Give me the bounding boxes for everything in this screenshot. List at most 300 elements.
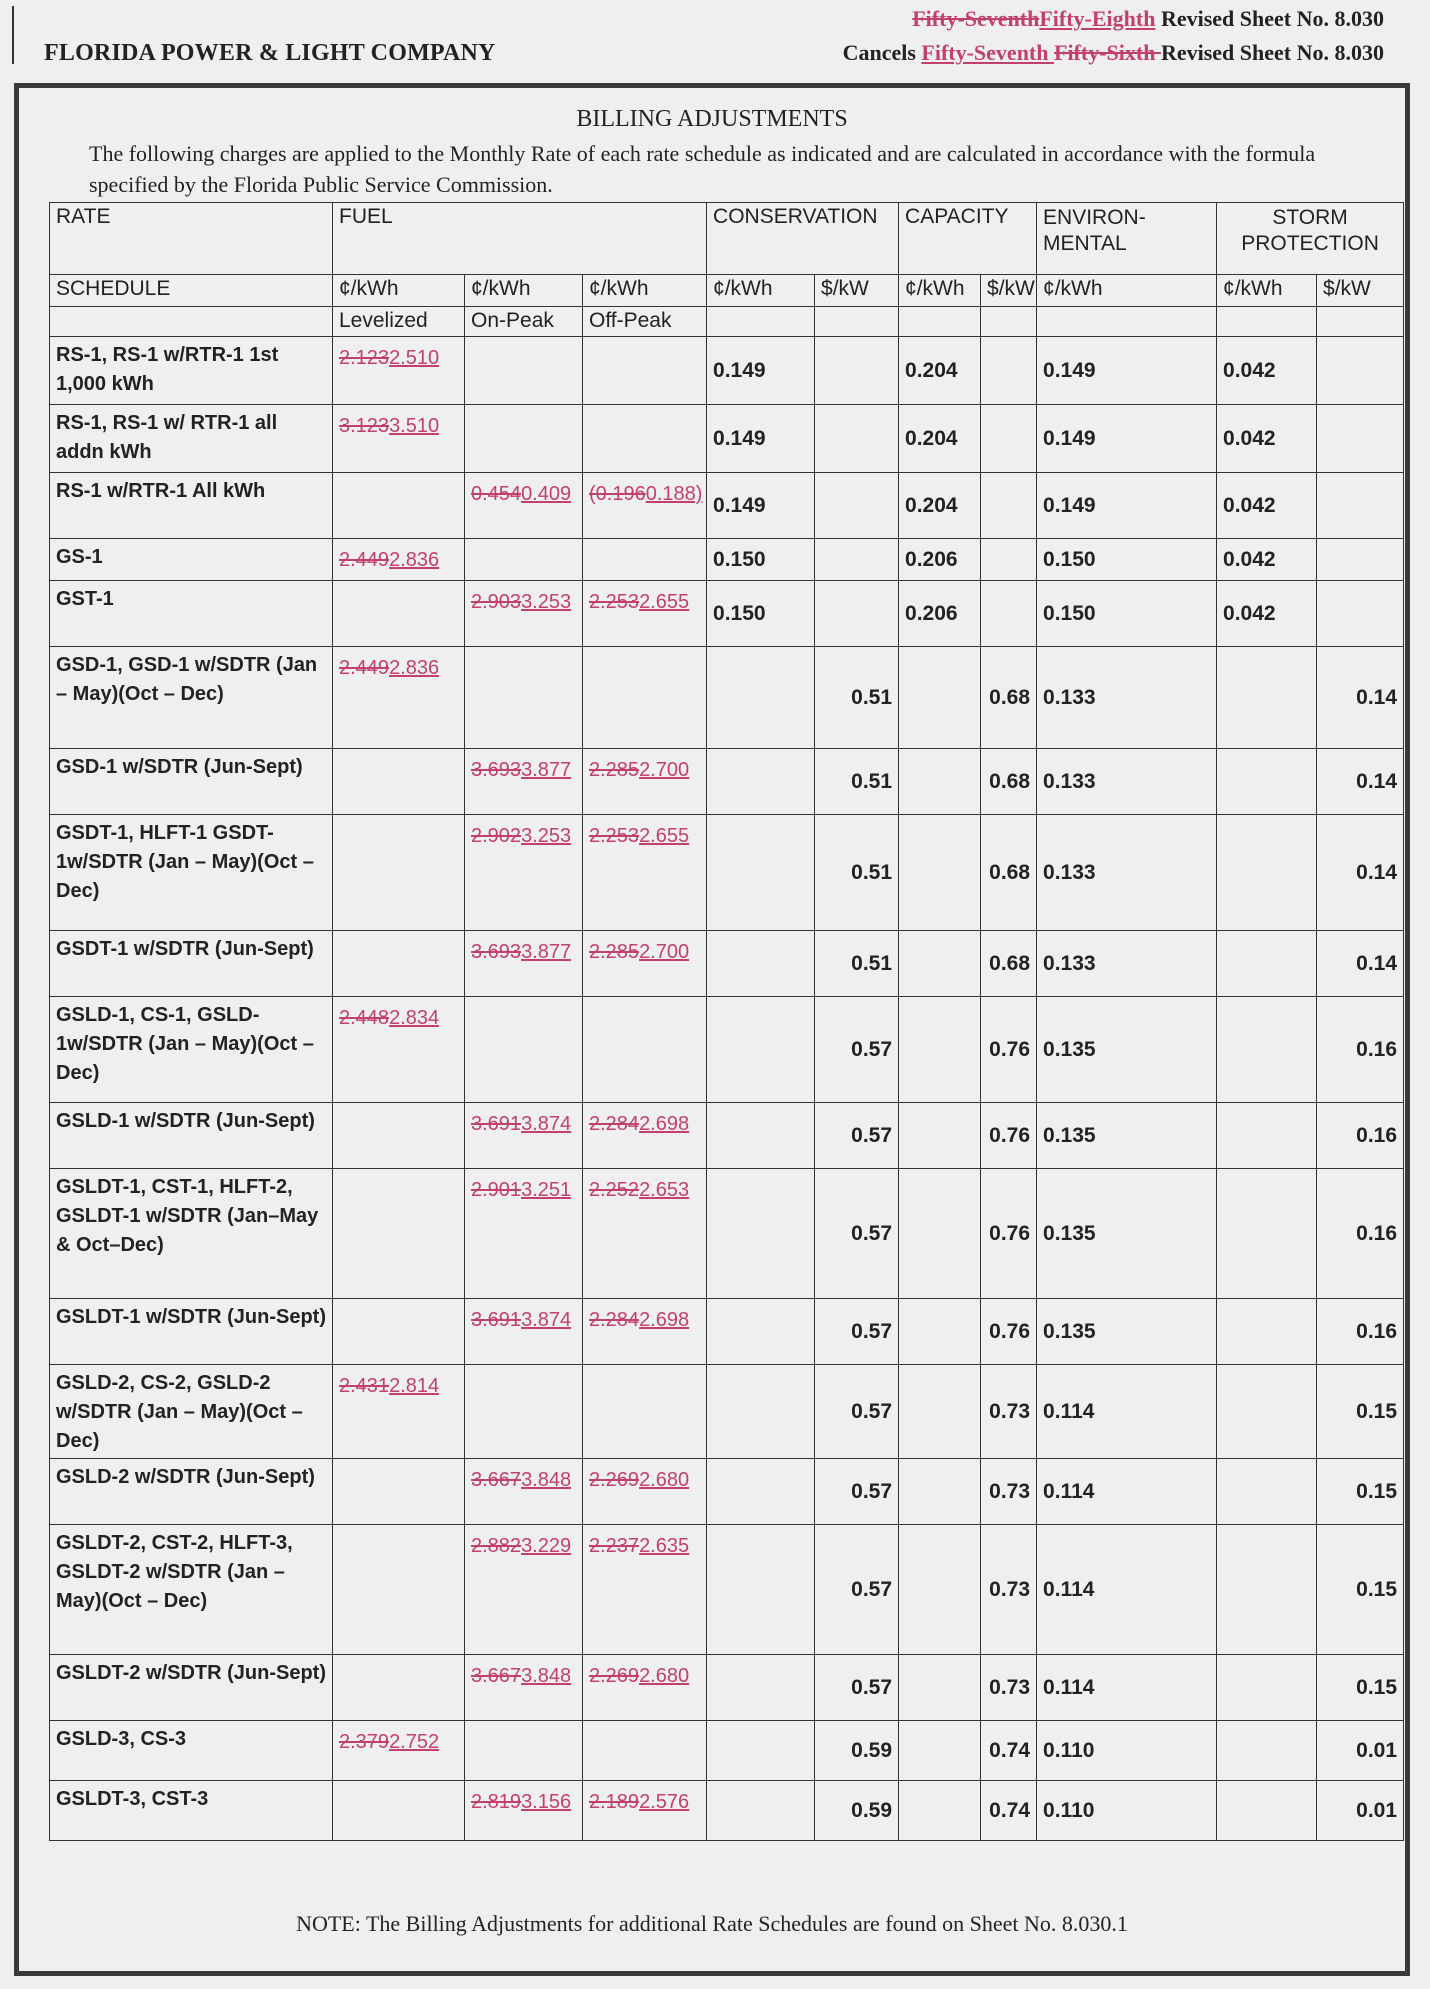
capacity-kwh-cell: 0.206 [899, 539, 981, 581]
fuel-onpeak-cell [465, 337, 583, 405]
conservation-kwh-cell [707, 997, 815, 1103]
label-offpeak: Off-Peak [583, 307, 707, 337]
fuel-onpeak-cell [465, 1525, 583, 1655]
old-rate: 2.449 [339, 549, 390, 571]
capacity-kwh-cell: 0.204 [899, 337, 981, 405]
fuel-levelized-cell [333, 815, 465, 931]
capacity-kw-cell: 0.68 [981, 647, 1037, 749]
fuel-onpeak-cell [465, 1781, 583, 1841]
storm-kwh-cell [1217, 749, 1317, 815]
fuel-offpeak-cell [583, 1169, 707, 1299]
old-rate: 2.269 [589, 1469, 640, 1491]
conservation-kwh-cell [707, 1781, 815, 1841]
old-rate: 3.691 [471, 1113, 522, 1135]
environmental-cell: 0.135 [1037, 1299, 1217, 1365]
company-name: FLORIDA POWER & LIGHT COMPANY [44, 40, 496, 66]
old-rate: 3.693 [471, 759, 522, 781]
conservation-kw-cell: 0.51 [815, 815, 899, 931]
storm-kw-cell [1317, 539, 1404, 581]
fuel-offpeak-cell [583, 405, 707, 473]
new-rate: 2.814 [389, 1375, 440, 1397]
fuel-levelized-cell [333, 749, 465, 815]
table-row [50, 647, 1404, 749]
deleted-revision: Fifty-Seventh [912, 6, 1040, 31]
rate-schedule-cell: GSLD-2, CS-2, GSLD-2 w/SDTR (Jan – May)(Oct – Dec) [50, 1365, 333, 1459]
fuel-onpeak-cell [465, 1169, 583, 1299]
storm-kwh-cell [1217, 1721, 1317, 1781]
capacity-kwh-cell [899, 815, 981, 931]
storm-kw-cell [1317, 405, 1404, 473]
footer-note: NOTE: The Billing Adjustments for additional Rate Schedules are found on Sheet No. 8.030.1 [296, 1911, 1128, 1936]
conservation-kw-cell: 0.51 [815, 931, 899, 997]
unit-fuel-levelized: ¢/kWh [333, 275, 465, 307]
storm-kw-cell: 0.16 [1317, 997, 1404, 1103]
new-rate: 2.576 [639, 1791, 690, 1813]
storm-kwh-cell [1217, 1459, 1317, 1525]
fuel-offpeak-cell [583, 647, 707, 749]
rate-schedule-cell: GSLD-2 w/SDTR (Jun-Sept) [50, 1459, 333, 1525]
capacity-kw-cell [981, 337, 1037, 405]
new-rate: 3.510 [389, 415, 440, 437]
fuel-onpeak-cell [465, 997, 583, 1103]
capacity-kw-cell: 0.73 [981, 1365, 1037, 1459]
storm-kwh-cell: 0.042 [1217, 405, 1317, 473]
old-rate: 2.431 [339, 1375, 390, 1397]
table-row [50, 1169, 1404, 1299]
new-rate: 3.251 [521, 1179, 572, 1201]
table-row [50, 1299, 1404, 1365]
capacity-kwh-cell [899, 647, 981, 749]
conservation-kw-cell: 0.57 [815, 997, 899, 1103]
fuel-onpeak-cell [465, 473, 583, 539]
conservation-kwh-cell [707, 1655, 815, 1721]
old-rate: 2.901 [471, 1179, 522, 1201]
fuel-offpeak-cell [583, 1721, 707, 1781]
conservation-kwh-cell: 0.149 [707, 337, 815, 405]
header-environmental: ENVIRON-MENTAL [1037, 203, 1217, 275]
capacity-kwh-cell: 0.204 [899, 473, 981, 539]
conservation-kw-cell: 0.57 [815, 1299, 899, 1365]
storm-kw-cell: 0.14 [1317, 815, 1404, 931]
old-rate: 2.882 [471, 1535, 522, 1557]
rate-schedule-cell: GSLDT-1, CST-1, HLFT-2, GSLDT-1 w/SDTR (Jan–May & Oct–Dec) [50, 1169, 333, 1299]
new-rate: 2.655 [639, 591, 690, 613]
unit-cap-kw: $/kW [981, 275, 1037, 307]
storm-kwh-cell [1217, 1299, 1317, 1365]
storm-kwh-cell [1217, 647, 1317, 749]
conservation-kwh-cell [707, 749, 815, 815]
fuel-offpeak-cell [583, 581, 707, 647]
capacity-kwh-cell [899, 1365, 981, 1459]
fuel-onpeak-cell [465, 749, 583, 815]
capacity-kw-cell: 0.73 [981, 1459, 1037, 1525]
conservation-kw-cell [815, 581, 899, 647]
capacity-kwh-cell [899, 997, 981, 1103]
environmental-cell: 0.135 [1037, 997, 1217, 1103]
table-row [50, 815, 1404, 931]
new-rate: 0.409 [521, 483, 572, 505]
conservation-kw-cell: 0.59 [815, 1721, 899, 1781]
storm-kw-cell: 0.15 [1317, 1459, 1404, 1525]
header-conservation: CONSERVATION [707, 203, 899, 275]
fuel-levelized-cell [333, 1781, 465, 1841]
rate-schedule-cell: RS-1 w/RTR-1 All kWh [50, 473, 333, 539]
fuel-onpeak-cell [465, 581, 583, 647]
old-rate: 2.123 [339, 347, 390, 369]
old-rate: 2.284 [589, 1309, 640, 1331]
old-rate: 0.454 [471, 483, 522, 505]
capacity-kw-cell: 0.68 [981, 815, 1037, 931]
margin-bar [12, 6, 14, 64]
capacity-kw-cell: 0.73 [981, 1655, 1037, 1721]
new-rate: 3.874 [521, 1113, 572, 1135]
environmental-cell: 0.133 [1037, 931, 1217, 997]
capacity-kwh-cell [899, 1781, 981, 1841]
old-rate: 3.667 [471, 1665, 522, 1687]
rate-schedule-cell: GSLDT-2 w/SDTR (Jun-Sept) [50, 1655, 333, 1721]
conservation-kwh-cell [707, 1299, 815, 1365]
storm-kwh-cell [1217, 815, 1317, 931]
conservation-kwh-cell [707, 1459, 815, 1525]
fuel-onpeak-cell [465, 1459, 583, 1525]
new-rate: 2.700 [639, 941, 690, 963]
unit-env-kwh: ¢/kWh [1037, 275, 1217, 307]
environmental-cell: 0.110 [1037, 1721, 1217, 1781]
conservation-kw-cell: 0.59 [815, 1781, 899, 1841]
capacity-kw-cell: 0.76 [981, 1169, 1037, 1299]
new-rate: 2.653 [639, 1179, 690, 1201]
unit-cons-kw: $/kW [815, 275, 899, 307]
unit-fuel-onpeak: ¢/kWh [465, 275, 583, 307]
storm-kw-cell: 0.15 [1317, 1525, 1404, 1655]
table-row [50, 1525, 1404, 1655]
new-rate: 2.700 [639, 759, 690, 781]
table-row [50, 1103, 1404, 1169]
rate-schedule-cell: RS-1, RS-1 w/RTR-1 1st 1,000 kWh [50, 337, 333, 405]
fuel-offpeak-cell [583, 931, 707, 997]
environmental-cell: 0.110 [1037, 1781, 1217, 1841]
conservation-kw-cell: 0.57 [815, 1655, 899, 1721]
old-rate: 2.448 [339, 1007, 390, 1029]
storm-kw-cell [1317, 473, 1404, 539]
fuel-levelized-cell [333, 1655, 465, 1721]
conservation-kw-cell [815, 405, 899, 473]
old-rate: 2.285 [589, 759, 640, 781]
new-rate: 2.698 [639, 1113, 690, 1135]
new-rate: 3.253 [521, 591, 572, 613]
environmental-cell: 0.150 [1037, 581, 1217, 647]
capacity-kwh-cell [899, 1103, 981, 1169]
fuel-onpeak-cell [465, 647, 583, 749]
old-rate: 3.691 [471, 1309, 522, 1331]
header-storm: STORM PROTECTION [1217, 203, 1404, 275]
revision-line [912, 6, 1384, 32]
fuel-offpeak-cell [583, 1781, 707, 1841]
old-rate: 2.252 [589, 1179, 640, 1201]
rate-schedule-cell: GST-1 [50, 581, 333, 647]
new-rate: 3.229 [521, 1535, 572, 1557]
fuel-onpeak-cell [465, 1655, 583, 1721]
environmental-cell: 0.114 [1037, 1459, 1217, 1525]
rate-schedule-cell: GSLDT-3, CST-3 [50, 1781, 333, 1841]
new-rate: 2.680 [639, 1469, 690, 1491]
conservation-kwh-cell [707, 1169, 815, 1299]
new-rate: 2.510 [389, 347, 440, 369]
table-row [50, 1365, 1404, 1459]
table-row [50, 931, 1404, 997]
table-row [50, 473, 1404, 539]
capacity-kw-cell: 0.76 [981, 1299, 1037, 1365]
new-rate: 3.156 [521, 1791, 572, 1813]
unit-fuel-offpeak: ¢/kWh [583, 275, 707, 307]
capacity-kwh-cell [899, 1655, 981, 1721]
environmental-cell: 0.149 [1037, 473, 1217, 539]
table-row [50, 337, 1404, 405]
revision-sheet: Revised Sheet No. 8.030 [1155, 6, 1384, 31]
rate-schedule-cell: GSLDT-1 w/SDTR (Jun-Sept) [50, 1299, 333, 1365]
conservation-kwh-cell: 0.150 [707, 539, 815, 581]
new-rate: 3.253 [521, 825, 572, 847]
new-rate: 3.874 [521, 1309, 572, 1331]
old-rate: (0.196 [589, 483, 646, 505]
fuel-levelized-cell [333, 1365, 465, 1459]
header-rate: RATE [50, 203, 333, 275]
unit-cap-kwh: ¢/kWh [899, 275, 981, 307]
storm-kw-cell: 0.01 [1317, 1781, 1404, 1841]
rate-schedule-cell: GSLD-3, CS-3 [50, 1721, 333, 1781]
table-row [50, 1655, 1404, 1721]
fuel-levelized-cell [333, 1721, 465, 1781]
new-rate: 0.188) [645, 483, 703, 505]
capacity-kw-cell: 0.68 [981, 749, 1037, 815]
conservation-kwh-cell [707, 931, 815, 997]
capacity-kw-cell: 0.73 [981, 1525, 1037, 1655]
conservation-kwh-cell [707, 1721, 815, 1781]
environmental-cell: 0.135 [1037, 1169, 1217, 1299]
environmental-cell: 0.114 [1037, 1525, 1217, 1655]
environmental-cell: 0.114 [1037, 1655, 1217, 1721]
label-levelized: Levelized [333, 307, 465, 337]
storm-kwh-cell [1217, 1781, 1317, 1841]
capacity-kw-cell [981, 405, 1037, 473]
new-rate: 3.848 [521, 1469, 572, 1491]
environmental-cell: 0.133 [1037, 815, 1217, 931]
table-row [50, 581, 1404, 647]
fuel-offpeak-cell [583, 1459, 707, 1525]
cancels-prefix: Cancels [842, 40, 922, 65]
fuel-onpeak-cell [465, 815, 583, 931]
table-row [50, 1721, 1404, 1781]
old-rate: 2.237 [589, 1535, 640, 1557]
conservation-kw-cell [815, 337, 899, 405]
fuel-levelized-cell [333, 405, 465, 473]
environmental-cell: 0.133 [1037, 749, 1217, 815]
old-rate: 2.902 [471, 825, 522, 847]
conservation-kwh-cell [707, 647, 815, 749]
fuel-levelized-cell [333, 581, 465, 647]
fuel-onpeak-cell [465, 405, 583, 473]
capacity-kw-cell [981, 473, 1037, 539]
new-rate: 3.848 [521, 1665, 572, 1687]
fuel-levelized-cell [333, 539, 465, 581]
capacity-kw-cell [981, 539, 1037, 581]
storm-kw-cell: 0.15 [1317, 1365, 1404, 1459]
fuel-offpeak-cell [583, 1103, 707, 1169]
conservation-kwh-cell: 0.150 [707, 581, 815, 647]
conservation-kwh-cell [707, 815, 815, 931]
new-rate: 2.698 [639, 1309, 690, 1331]
environmental-cell: 0.135 [1037, 1103, 1217, 1169]
label-onpeak: On-Peak [465, 307, 583, 337]
new-rate: 2.635 [639, 1535, 690, 1557]
new-rate: 2.655 [639, 825, 690, 847]
rate-schedule-cell: GSD-1 w/SDTR (Jun-Sept) [50, 749, 333, 815]
conservation-kwh-cell [707, 1365, 815, 1459]
capacity-kwh-cell [899, 1721, 981, 1781]
unit-storm-kw: $/kW [1317, 275, 1404, 307]
capacity-kwh-cell [899, 931, 981, 997]
fuel-levelized-cell [333, 337, 465, 405]
storm-kwh-cell [1217, 1103, 1317, 1169]
fuel-levelized-cell [333, 1525, 465, 1655]
table-row [50, 749, 1404, 815]
conservation-kwh-cell: 0.149 [707, 473, 815, 539]
conservation-kw-cell: 0.51 [815, 647, 899, 749]
fuel-offpeak-cell [583, 1655, 707, 1721]
unit-cons-kwh: ¢/kWh [707, 275, 815, 307]
rate-schedule-cell: GSD-1, GSD-1 w/SDTR (Jan – May)(Oct – Dec) [50, 647, 333, 749]
storm-kwh-cell: 0.042 [1217, 581, 1317, 647]
conservation-kw-cell: 0.57 [815, 1525, 899, 1655]
storm-kwh-cell [1217, 1169, 1317, 1299]
old-rate: 2.253 [589, 591, 640, 613]
storm-kw-cell: 0.14 [1317, 647, 1404, 749]
header-capacity: CAPACITY [899, 203, 1037, 275]
old-rate: 2.253 [589, 825, 640, 847]
capacity-kwh-cell: 0.204 [899, 405, 981, 473]
conservation-kw-cell: 0.57 [815, 1365, 899, 1459]
storm-kwh-cell: 0.042 [1217, 337, 1317, 405]
environmental-cell: 0.150 [1037, 539, 1217, 581]
capacity-kwh-cell: 0.206 [899, 581, 981, 647]
fuel-offpeak-cell [583, 337, 707, 405]
storm-kw-cell: 0.14 [1317, 931, 1404, 997]
new-rate: 2.834 [389, 1007, 440, 1029]
rate-schedule-cell: GS-1 [50, 539, 333, 581]
storm-kw-cell: 0.01 [1317, 1721, 1404, 1781]
fuel-levelized-cell [333, 1169, 465, 1299]
rate-schedule-cell: GSDT-1, HLFT-1 GSDT-1w/SDTR (Jan – May)(Oct – Dec) [50, 815, 333, 931]
header-fuel: FUEL [333, 203, 707, 275]
fuel-levelized-cell [333, 1459, 465, 1525]
document-frame [14, 83, 1410, 1976]
storm-kwh-cell: 0.042 [1217, 539, 1317, 581]
storm-kw-cell: 0.15 [1317, 1655, 1404, 1721]
old-rate: 2.449 [339, 657, 390, 679]
storm-kwh-cell [1217, 1655, 1317, 1721]
rate-schedule-cell: GSDT-1 w/SDTR (Jun-Sept) [50, 931, 333, 997]
fuel-offpeak-cell [583, 815, 707, 931]
rate-schedule-cell: GSLDT-2, CST-2, HLFT-3, GSLDT-2 w/SDTR (Jan – May)(Oct – Dec) [50, 1525, 333, 1655]
capacity-kwh-cell [899, 1299, 981, 1365]
fuel-levelized-cell [333, 473, 465, 539]
rate-schedule-cell: RS-1, RS-1 w/ RTR-1 all addn kWh [50, 405, 333, 473]
storm-kw-cell: 0.16 [1317, 1103, 1404, 1169]
conservation-kw-cell: 0.51 [815, 749, 899, 815]
new-rate: 3.877 [521, 941, 572, 963]
cancels-sheet: Revised Sheet No. 8.030 [1160, 40, 1384, 65]
fuel-offpeak-cell [583, 749, 707, 815]
fuel-onpeak-cell [465, 1299, 583, 1365]
new-rate: 2.752 [389, 1731, 440, 1753]
storm-kw-cell: 0.16 [1317, 1169, 1404, 1299]
storm-kwh-cell [1217, 997, 1317, 1103]
environmental-cell: 0.149 [1037, 337, 1217, 405]
fuel-offpeak-cell [583, 997, 707, 1103]
old-rate: 3.667 [471, 1469, 522, 1491]
conservation-kwh-cell [707, 1103, 815, 1169]
storm-kwh-cell [1217, 1525, 1317, 1655]
old-rate: 2.284 [589, 1113, 640, 1135]
new-rate: 2.680 [639, 1665, 690, 1687]
conservation-kwh-cell: 0.149 [707, 405, 815, 473]
capacity-kw-cell: 0.74 [981, 1721, 1037, 1781]
header-schedule: SCHEDULE [50, 275, 333, 307]
fuel-offpeak-cell [583, 1299, 707, 1365]
storm-kwh-cell [1217, 1365, 1317, 1459]
capacity-kw-cell: 0.74 [981, 1781, 1037, 1841]
new-rate: 2.836 [389, 657, 440, 679]
table-row [50, 539, 1404, 581]
fuel-offpeak-cell [583, 1365, 707, 1459]
environmental-cell: 0.149 [1037, 405, 1217, 473]
old-rate: 3.693 [471, 941, 522, 963]
storm-kwh-cell [1217, 931, 1317, 997]
table-row [50, 1781, 1404, 1841]
fuel-levelized-cell [333, 1299, 465, 1365]
old-rate: 2.285 [589, 941, 640, 963]
cancels-line [843, 40, 1384, 66]
old-rate: 2.903 [471, 591, 522, 613]
conservation-kw-cell: 0.57 [815, 1103, 899, 1169]
table-row [50, 405, 1404, 473]
conservation-kw-cell [815, 473, 899, 539]
inserted-cancels: Fifty-Seventh [921, 40, 1054, 65]
storm-kw-cell: 0.14 [1317, 749, 1404, 815]
table-row [50, 1459, 1404, 1525]
fuel-levelized-cell [333, 1103, 465, 1169]
old-rate: 2.819 [471, 1791, 522, 1813]
rate-schedule-cell: GSLD-1 w/SDTR (Jun-Sept) [50, 1103, 333, 1169]
fuel-levelized-cell [333, 931, 465, 997]
storm-kwh-cell: 0.042 [1217, 473, 1317, 539]
conservation-kwh-cell [707, 1525, 815, 1655]
deleted-cancels: Fifty-Sixth [1054, 40, 1161, 65]
fuel-levelized-cell [333, 647, 465, 749]
new-rate: 2.836 [389, 549, 440, 571]
intro-text: The following charges are applied to the Monthly Rate of each rate schedule as indicated and are calculated in accordance with the formula specified by the Florida Public Service Commission. [89, 141, 1316, 197]
inserted-revision: Fifty-Eighth [1039, 6, 1156, 31]
capacity-kwh-cell [899, 1525, 981, 1655]
new-rate: 3.877 [521, 759, 572, 781]
fuel-onpeak-cell [465, 539, 583, 581]
capacity-kw-cell: 0.68 [981, 931, 1037, 997]
fuel-onpeak-cell [465, 931, 583, 997]
storm-kw-cell: 0.16 [1317, 1299, 1404, 1365]
rate-schedule-cell: GSLD-1, CS-1, GSLD-1w/SDTR (Jan – May)(Oct – Dec) [50, 997, 333, 1103]
capacity-kw-cell [981, 581, 1037, 647]
fuel-levelized-cell [333, 997, 465, 1103]
